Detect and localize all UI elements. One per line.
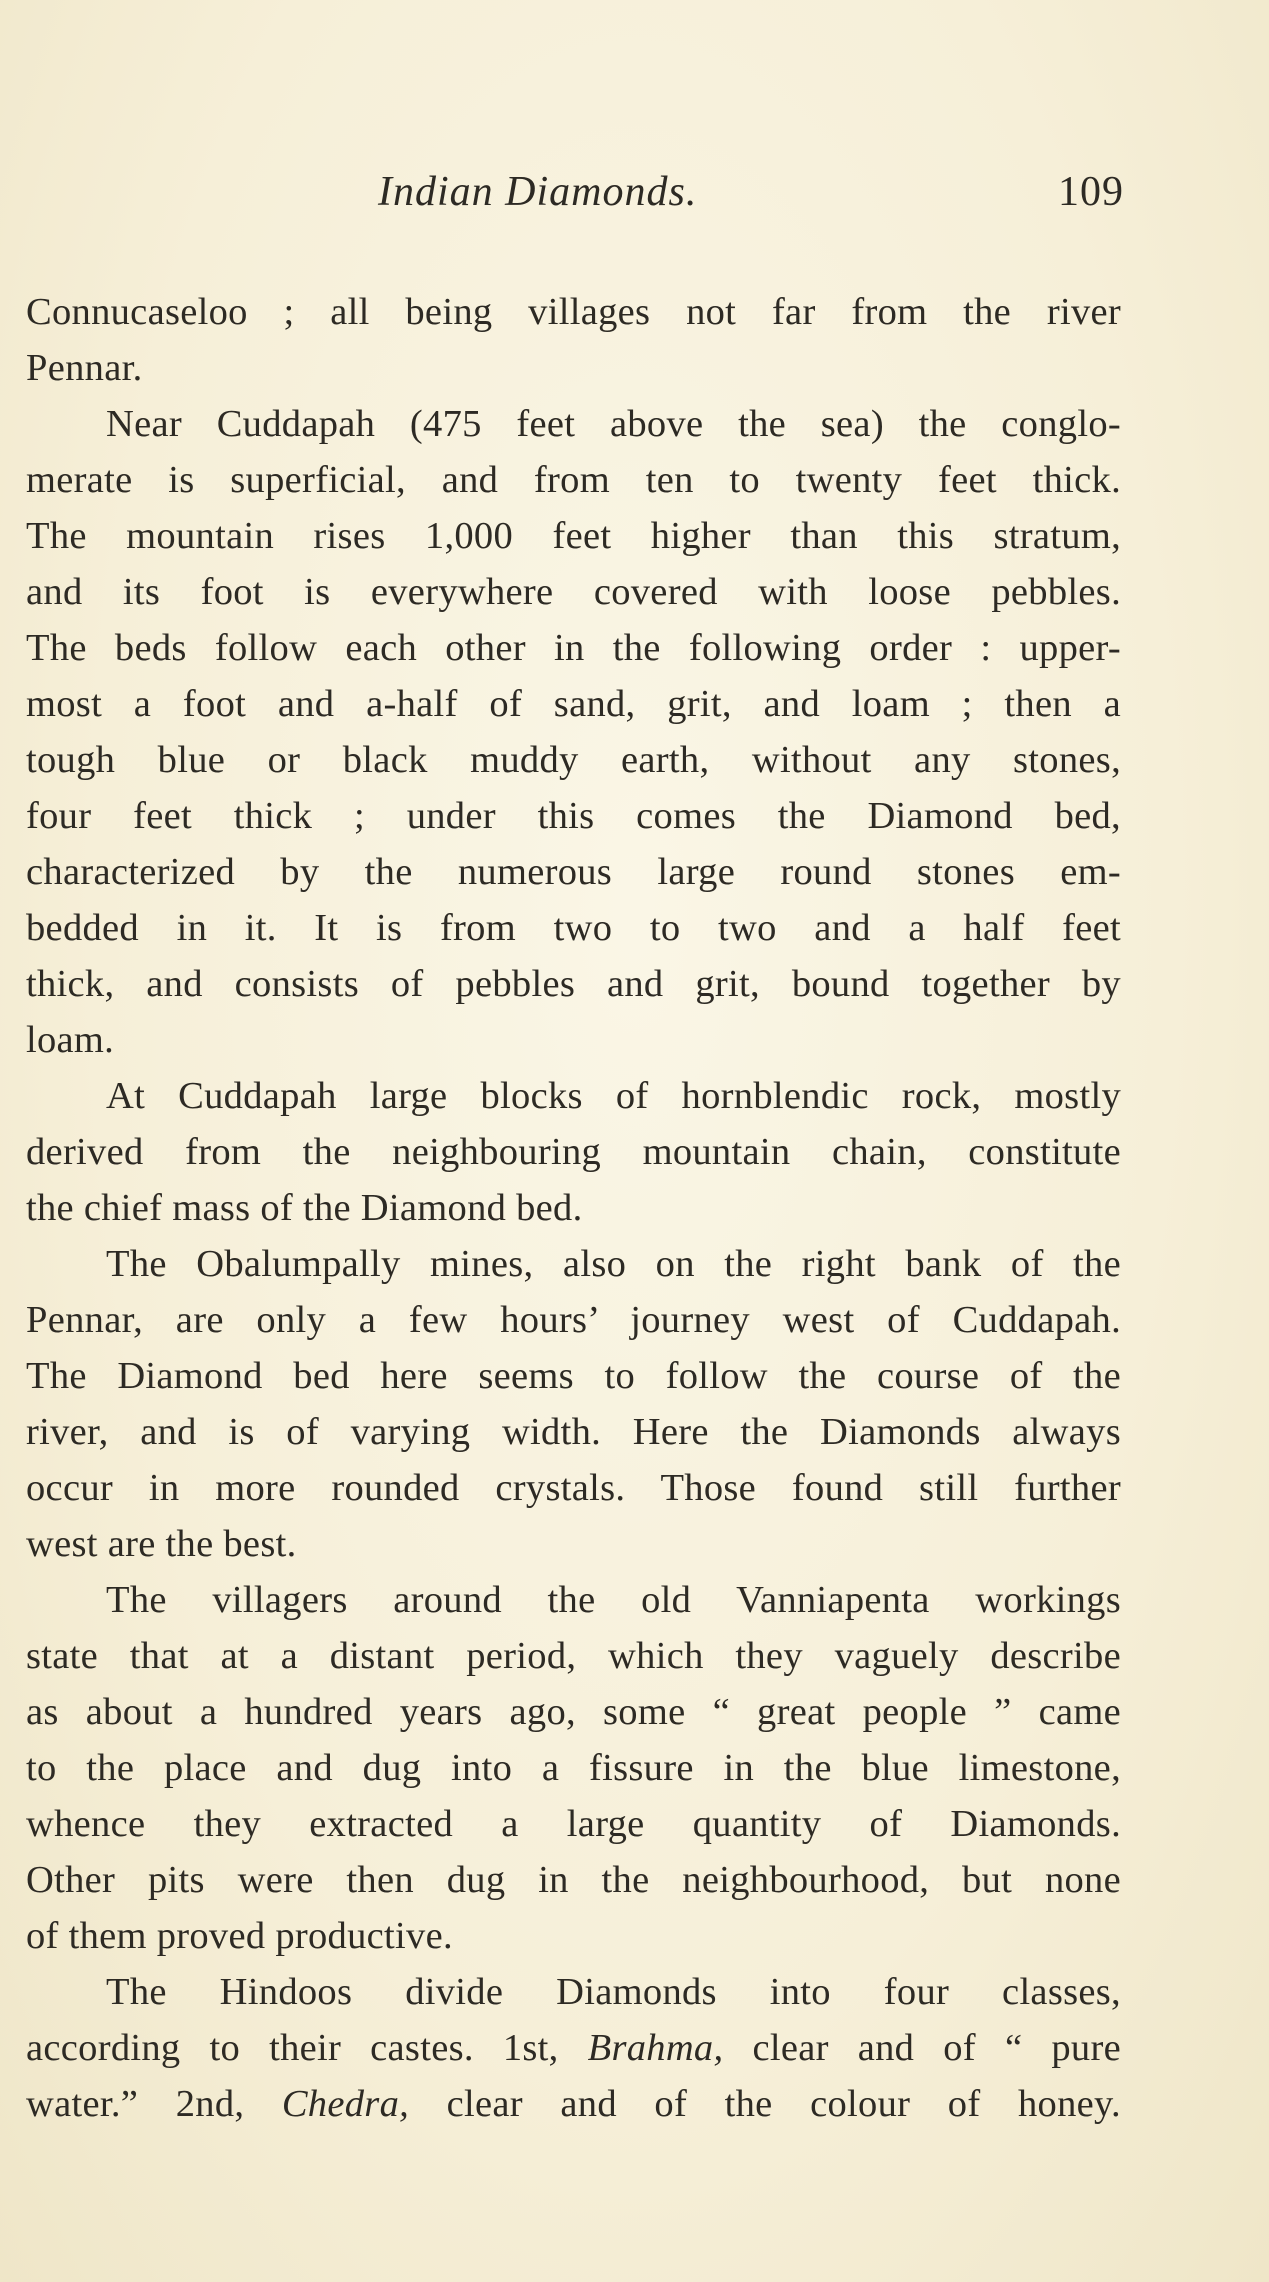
text-segment: water.” 2nd, — [26, 2083, 245, 2125]
text-line: tough blue or black muddy earth, without any stones, — [26, 739, 1121, 781]
body-text — [26, 284, 1121, 2132]
text-line: and its foot is everywhere covered with loose pebbles. — [26, 571, 1121, 613]
text-line: merate is superficial, and from ten to twenty feet thick. — [26, 459, 1121, 501]
paragraph-first-line: The Obalumpally mines, also on the right bank of the — [106, 1243, 1121, 1285]
text-line: characterized by the numerous large round stones em- — [26, 851, 1121, 893]
text-line: Pennar. — [26, 347, 143, 389]
text-line: Other pits were then dug in the neighbourhood, but none — [26, 1859, 1121, 1901]
running-title: Indian Diamonds. — [378, 169, 698, 215]
paragraph-first-line: At Cuddapah large blocks of hornblendic rock, mostly — [106, 1075, 1121, 1117]
text-line: The mountain rises 1,000 feet higher than this stratum, — [26, 515, 1121, 557]
text-line: as about a hundred years ago, some “ great people ” came — [26, 1691, 1121, 1733]
text-line: river, and is of varying width. Here the Diamonds always — [26, 1411, 1121, 1453]
text-line: most a foot and a-half of sand, grit, and loam ; then a — [26, 683, 1121, 725]
text-line — [26, 2020, 1121, 2076]
text-line: derived from the neighbouring mountain chain, constitute — [26, 1131, 1121, 1173]
paragraph-first-line: The Hindoos divide Diamonds into four classes, — [106, 1971, 1121, 2013]
text-line: occur in more rounded crystals. Those found still further — [26, 1467, 1121, 1509]
text-line: of them proved productive. — [26, 1915, 453, 1957]
text-line: Pennar, are only a few hours’ journey west of Cuddapah. — [26, 1299, 1121, 1341]
paragraph-first-line: Near Cuddapah (475 feet above the sea) the conglo- — [106, 403, 1121, 445]
text-line — [26, 2076, 1121, 2132]
text-line: loam. — [26, 1019, 115, 1061]
text-line: The beds follow each other in the following order : upper- — [26, 627, 1121, 669]
text-line: state that at a distant period, which they vaguely describe — [26, 1635, 1121, 1677]
text-segment: according to their castes. 1st, — [26, 2027, 559, 2069]
text-line: thick, and consists of pebbles and grit, bound together by — [26, 963, 1121, 1005]
text-line: four feet thick ; under this comes the Diamond bed, — [26, 795, 1121, 837]
text-line: bedded in it. It is from two to two and a half feet — [26, 907, 1121, 949]
running-head — [0, 168, 1269, 228]
italic-term-chedra: Chedra, — [281, 2083, 410, 2125]
text-line: The Diamond bed here seems to follow the course of the — [26, 1355, 1121, 1397]
text-line: west are the best. — [26, 1523, 297, 1565]
text-segment: clear and of the colour of honey. — [446, 2083, 1121, 2125]
page-number: 109 — [1058, 169, 1124, 215]
text-line: Connucaseloo ; all being villages not far from the river — [26, 291, 1121, 333]
text-line: to the place and dug into a fissure in the blue limestone, — [26, 1747, 1121, 1789]
paragraph-first-line: The villagers around the old Vanniapenta workings — [106, 1579, 1121, 1621]
text-line: whence they extracted a large quantity of Diamonds. — [26, 1803, 1121, 1845]
italic-term-brahma: Brahma, — [587, 2027, 724, 2069]
text-segment: clear and of “ pure — [752, 2027, 1121, 2069]
text-line: the chief mass of the Diamond bed. — [26, 1187, 583, 1229]
